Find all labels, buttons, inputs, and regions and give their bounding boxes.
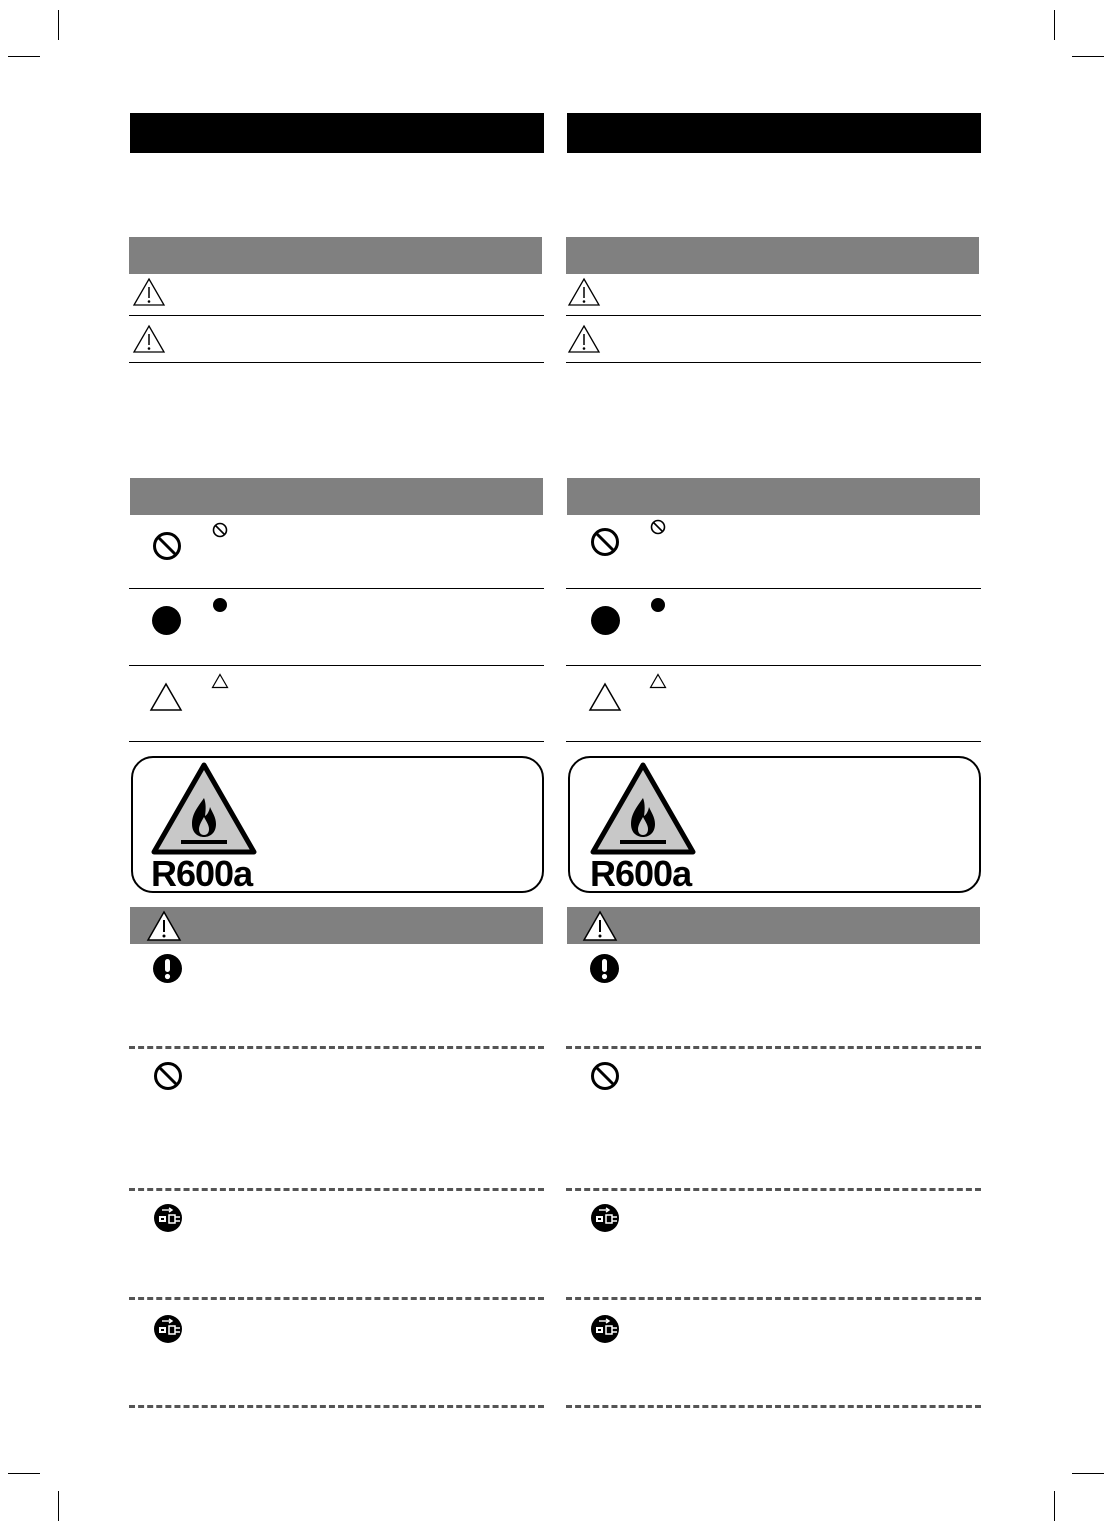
crop-mark (1054, 1491, 1055, 1521)
crop-mark (8, 56, 40, 57)
row-divider (129, 588, 544, 589)
flammable-warning-icon (151, 762, 257, 856)
item-separator (129, 1297, 544, 1300)
item-separator (129, 1046, 544, 1049)
row-divider (129, 665, 544, 666)
prohibition-icon (590, 527, 620, 557)
mandatory-small-icon (212, 597, 228, 613)
crop-mark (1072, 1473, 1104, 1474)
signal-words-header (566, 237, 979, 274)
refrigerant-label: R600a (151, 853, 253, 894)
mandatory-small-icon (650, 597, 666, 613)
item-separator (566, 1297, 981, 1300)
prohibition-small-icon (650, 519, 666, 535)
warning-header (130, 907, 543, 944)
alert-small-icon (649, 673, 667, 689)
row-divider (129, 315, 544, 316)
alert-triangle-icon (588, 682, 622, 712)
warning-triangle-icon (132, 277, 166, 307)
item-separator (566, 1405, 981, 1408)
warning-triangle-icon (582, 910, 618, 942)
refrigerant-warning-box (131, 756, 544, 893)
unplug-icon (153, 1203, 183, 1233)
section-title-bar (130, 113, 544, 153)
crop-mark (8, 1473, 40, 1474)
unplug-icon (590, 1314, 620, 1344)
symbols-header (130, 478, 543, 515)
caution-triangle-icon (567, 324, 601, 354)
warning-triangle-icon (146, 910, 182, 942)
exclamation-circle-icon (589, 953, 620, 984)
exclamation-circle-icon (152, 953, 183, 984)
right-column (566, 0, 981, 1531)
alert-small-icon (211, 673, 229, 689)
flammable-warning-icon (590, 762, 696, 856)
item-separator (129, 1188, 544, 1191)
mandatory-circle-icon (590, 605, 621, 636)
item-separator (566, 1188, 981, 1191)
row-divider (566, 665, 981, 666)
unplug-icon (153, 1314, 183, 1344)
row-divider (129, 362, 544, 363)
unplug-icon (590, 1203, 620, 1233)
row-divider (566, 741, 981, 742)
prohibition-icon (152, 531, 182, 561)
alert-triangle-icon (149, 682, 183, 712)
prohibition-icon (590, 1061, 620, 1091)
row-divider (566, 315, 981, 316)
item-separator (129, 1405, 544, 1408)
caution-triangle-icon (132, 324, 166, 354)
item-separator (566, 1046, 981, 1049)
symbols-header (567, 478, 980, 515)
crop-mark (58, 1491, 59, 1521)
crop-mark (1072, 56, 1104, 57)
row-divider (566, 362, 981, 363)
prohibition-small-icon (212, 522, 228, 538)
warning-header (567, 907, 980, 944)
section-title-bar (567, 113, 981, 153)
left-column (129, 0, 544, 1531)
prohibition-icon (153, 1061, 183, 1091)
warning-triangle-icon (567, 277, 601, 307)
crop-mark (1054, 10, 1055, 40)
row-divider (566, 588, 981, 589)
row-divider (129, 741, 544, 742)
signal-words-header (129, 237, 542, 274)
crop-mark (58, 10, 59, 40)
mandatory-circle-icon (151, 605, 182, 636)
refrigerant-label: R600a (590, 853, 692, 894)
refrigerant-warning-box (568, 756, 981, 893)
